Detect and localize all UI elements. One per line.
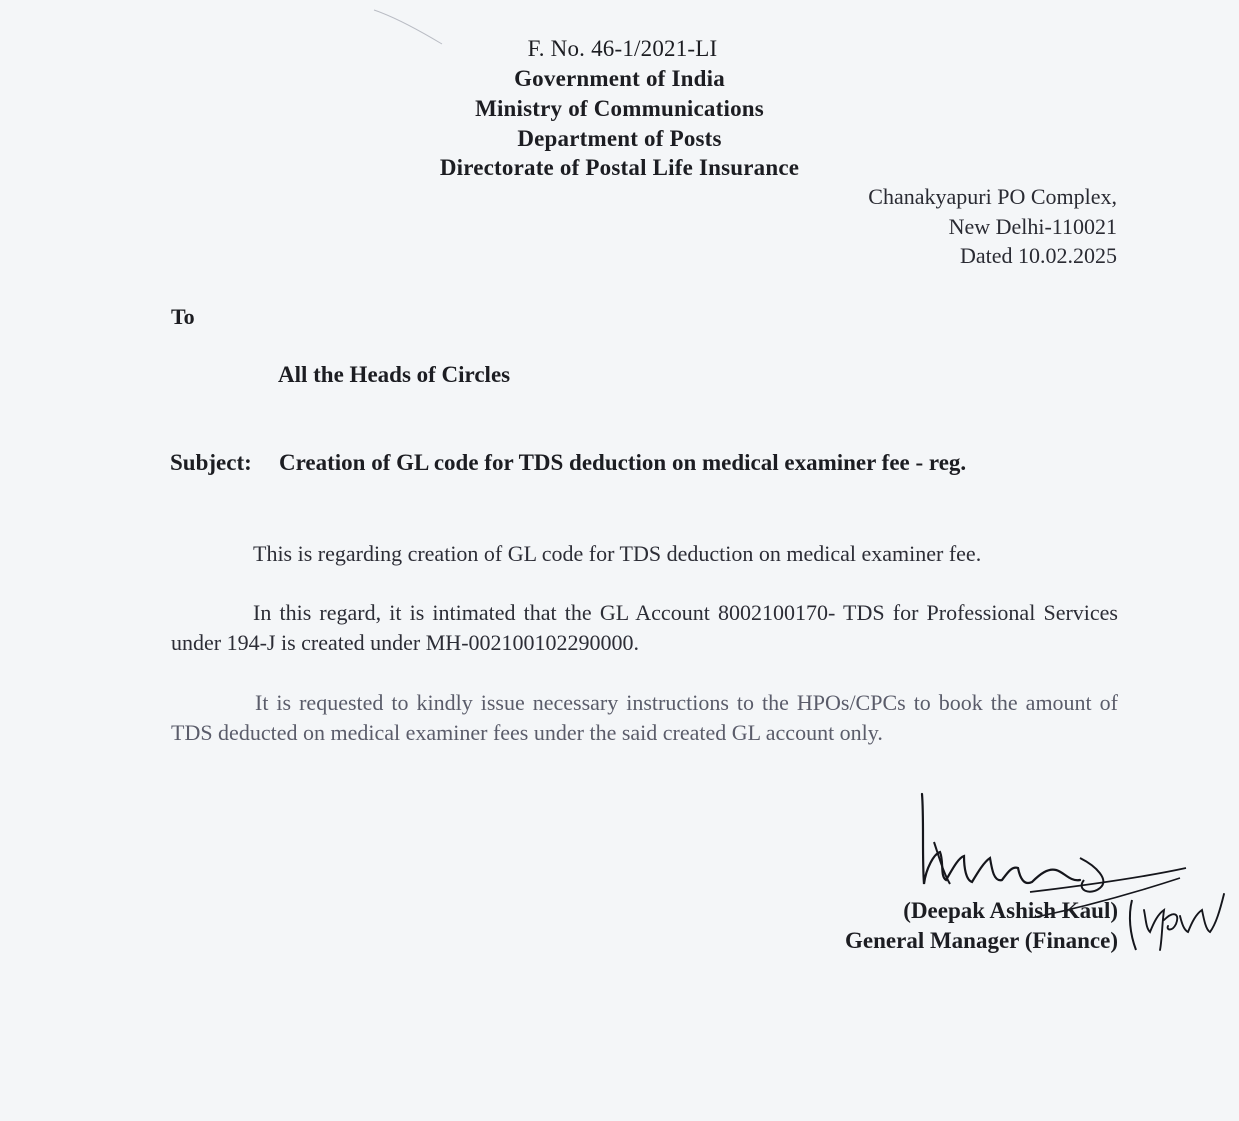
address-line-1: Chanakyapuri PO Complex,	[868, 184, 1117, 209]
to-label: To	[171, 304, 195, 329]
signatory-name: (Deepak Ashish Kaul)	[903, 898, 1118, 923]
header-ministry: Ministry of Communications	[475, 96, 764, 121]
body-paragraph-1: This is regarding creation of GL code for TDS deduction on medical examiner fee.	[253, 541, 982, 566]
body-paragraph-3: It is requested to kindly issue necessary instructions to the HPOs/CPCs to book the amount of TDS deducted on medical examiner fees under the said created GL account only.	[171, 690, 1118, 745]
file-number: F. No. 46-1/2021-LI	[527, 36, 718, 61]
header-government: Government of India	[514, 66, 725, 91]
subject-text: Creation of GL code for TDS deduction on medical examiner fee - reg.	[279, 450, 967, 475]
subject-label: Subject:	[170, 450, 252, 475]
address-line-2: New Delhi-110021	[948, 214, 1117, 239]
addressee: All the Heads of Circles	[278, 362, 511, 387]
body-paragraph-2: In this regard, it is intimated that the GL Account 8002100170- TDS for Professional Services under 194-J is created under MH-002100102290000.	[171, 600, 1118, 655]
handwritten-initials	[1124, 880, 1234, 960]
subject-line	[170, 450, 966, 476]
letter-date: Dated 10.02.2025	[959, 243, 1117, 268]
header-directorate: Directorate of Postal Life Insurance	[439, 155, 800, 180]
header-department: Department of Posts	[517, 126, 722, 151]
signatory-designation: General Manager (Finance)	[845, 928, 1118, 953]
